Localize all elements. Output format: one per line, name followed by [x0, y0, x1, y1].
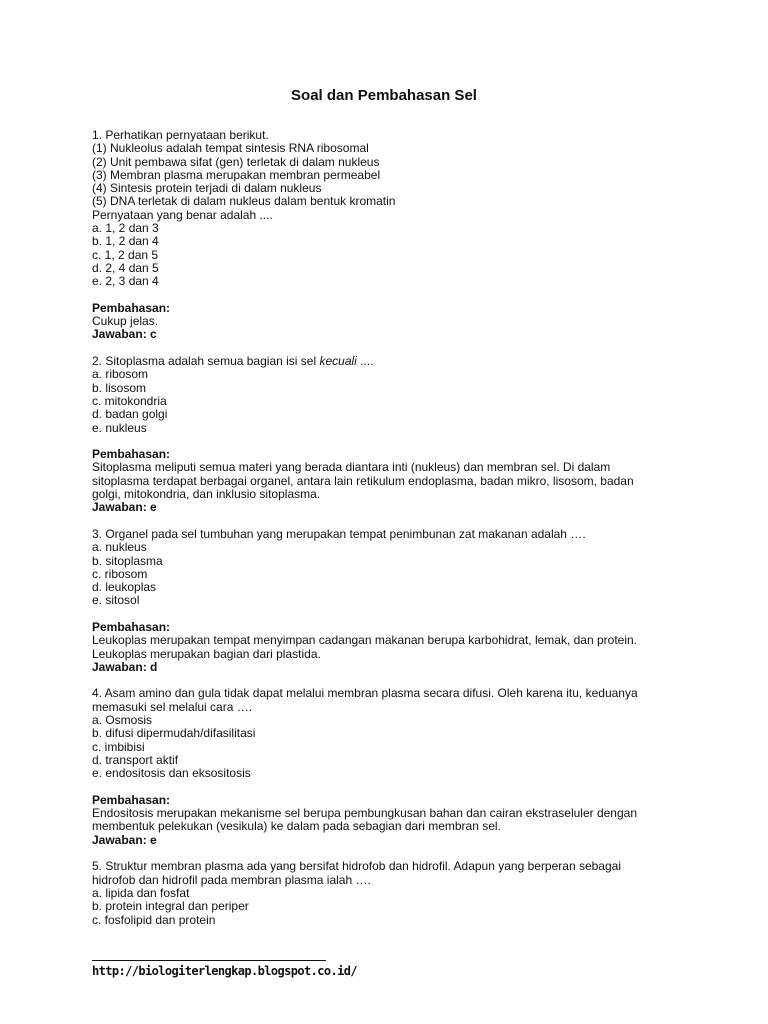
option-d: d. transport aktif [92, 753, 179, 767]
question-2-suffix: .... [356, 355, 374, 369]
option-b: b. sitoplasma [92, 554, 163, 568]
question-2-text [92, 355, 662, 368]
option-b: b. lisosom [92, 381, 147, 395]
question-2-emphasis: kecuali [319, 355, 357, 369]
discussion-label: Pembahasan: [92, 301, 171, 315]
answer: Jawaban: e [92, 501, 157, 515]
option-c: c. imbibisi [92, 740, 145, 754]
option-a: a. ribosom [92, 368, 149, 382]
option-c: c. mitokondria [92, 394, 167, 408]
question-2-prefix: 2. Sitoplasma adalah semua bagian isi sel [92, 355, 320, 369]
option-d: d. leukoplas [92, 581, 157, 595]
option-b: b. difusi dipermudah/difasilitasi [92, 727, 256, 741]
statement-1: (1) Nukleolus adalah tempat sintesis RNA ribosomal [92, 142, 369, 156]
discussion-line-2: membentuk pelekukan (vesikula) ke dalam pada sebagian dari membran sel. [92, 820, 501, 834]
question-4 [92, 687, 662, 847]
option-b: b. protein integral dan periper [92, 900, 249, 914]
option-e: e. 2, 3 dan 4 [92, 275, 159, 289]
statement-2: (2) Unit pembawa sifat (gen) terletak di dalam nukleus [92, 155, 380, 169]
question-2 [92, 355, 662, 515]
option-a: a. nukleus [92, 541, 147, 555]
option-d: d. badan golgi [92, 408, 168, 422]
question-4-line-2: memasuki sel melalui cara …. [92, 700, 253, 714]
footer-divider [92, 960, 326, 961]
question-5-line-1: 5. Struktur membran plasma ada yang bersifat hidrofob dan hidrofil. Adapun yang berperan sebagai [92, 860, 621, 874]
question-5-line-2: hidrofob dan hidrofil pada membran plasma ialah …. [92, 873, 371, 887]
option-d: d. 2, 4 dan 5 [92, 261, 159, 275]
option-c: c. 1, 2 dan 5 [92, 248, 159, 262]
question-5 [92, 860, 662, 926]
question-3-text: 3. Organel pada sel tumbuhan yang merupakan tempat penimbunan zat makanan adalah …. [92, 527, 586, 541]
statement-3: (3) Membran plasma merupakan membran permeabel [92, 168, 381, 182]
discussion-line-1: Endositosis merupakan mekanisme sel berupa pembungkusan bahan dan cairan ekstraseluler dengan [92, 807, 638, 821]
discussion-line-3: golgi, mitokondria, dan inklusio sitoplasma. [92, 488, 321, 502]
option-e: e. sitosol [92, 594, 140, 608]
document-title: Soal dan Pembahasan Sel [291, 87, 477, 104]
question-1 [92, 129, 662, 342]
question-1-text: 1. Perhatikan pernyataan berikut. [92, 129, 269, 142]
discussion-text: Cukup jelas. [92, 315, 159, 329]
answer: Jawaban: d [92, 660, 158, 674]
statement-5: (5) DNA terletak di dalam nukleus dalam bentuk kromatin [92, 195, 396, 209]
option-c: c. ribosom [92, 567, 148, 581]
discussion-line-2: Leukoplas merupakan bagian dari plastida. [92, 647, 321, 661]
answer: Jawaban: e [92, 833, 157, 847]
statement-4: (4) Sintesis protein terjadi di dalam nukleus [92, 182, 322, 196]
document-body [92, 129, 662, 927]
discussion-line-2: sitoplasma terdapat berbagai organel, antara lain retikulum endoplasma, badan mikro, lisosom, badan [92, 474, 634, 488]
option-e: e. endositosis dan eksositosis [92, 767, 251, 781]
discussion-label: Pembahasan: [92, 793, 171, 807]
discussion-label: Pembahasan: [92, 620, 171, 634]
option-a: a. 1, 2 dan 3 [92, 222, 159, 236]
question-1-prompt: Pernyataan yang benar adalah .... [92, 208, 273, 222]
question-4-line-1: 4. Asam amino dan gula tidak dapat melalui membran plasma secara difusi. Oleh karena itu, keduanya [92, 687, 638, 701]
option-c: c. fosfolipid dan protein [92, 913, 216, 927]
footer-link[interactable]: http://biologiterlengkap.blogspot.co.id/ [92, 964, 357, 978]
option-b: b. 1, 2 dan 4 [92, 235, 159, 249]
discussion-line-1: Sitoplasma meliputi semua materi yang berada diantara inti (nukleus) dan membran sel. Di dalam [92, 461, 611, 475]
option-a: a. lipida dan fosfat [92, 886, 190, 900]
option-e: e. nukleus [92, 421, 147, 435]
answer: Jawaban: c [92, 328, 157, 342]
question-3 [92, 528, 662, 674]
discussion-line-1: Leukoplas merupakan tempat menyimpan cadangan makanan berupa karbohidrat, lemak, dan protein. [92, 634, 638, 648]
discussion-label: Pembahasan: [92, 448, 171, 462]
option-a: a. Osmosis [92, 714, 153, 728]
